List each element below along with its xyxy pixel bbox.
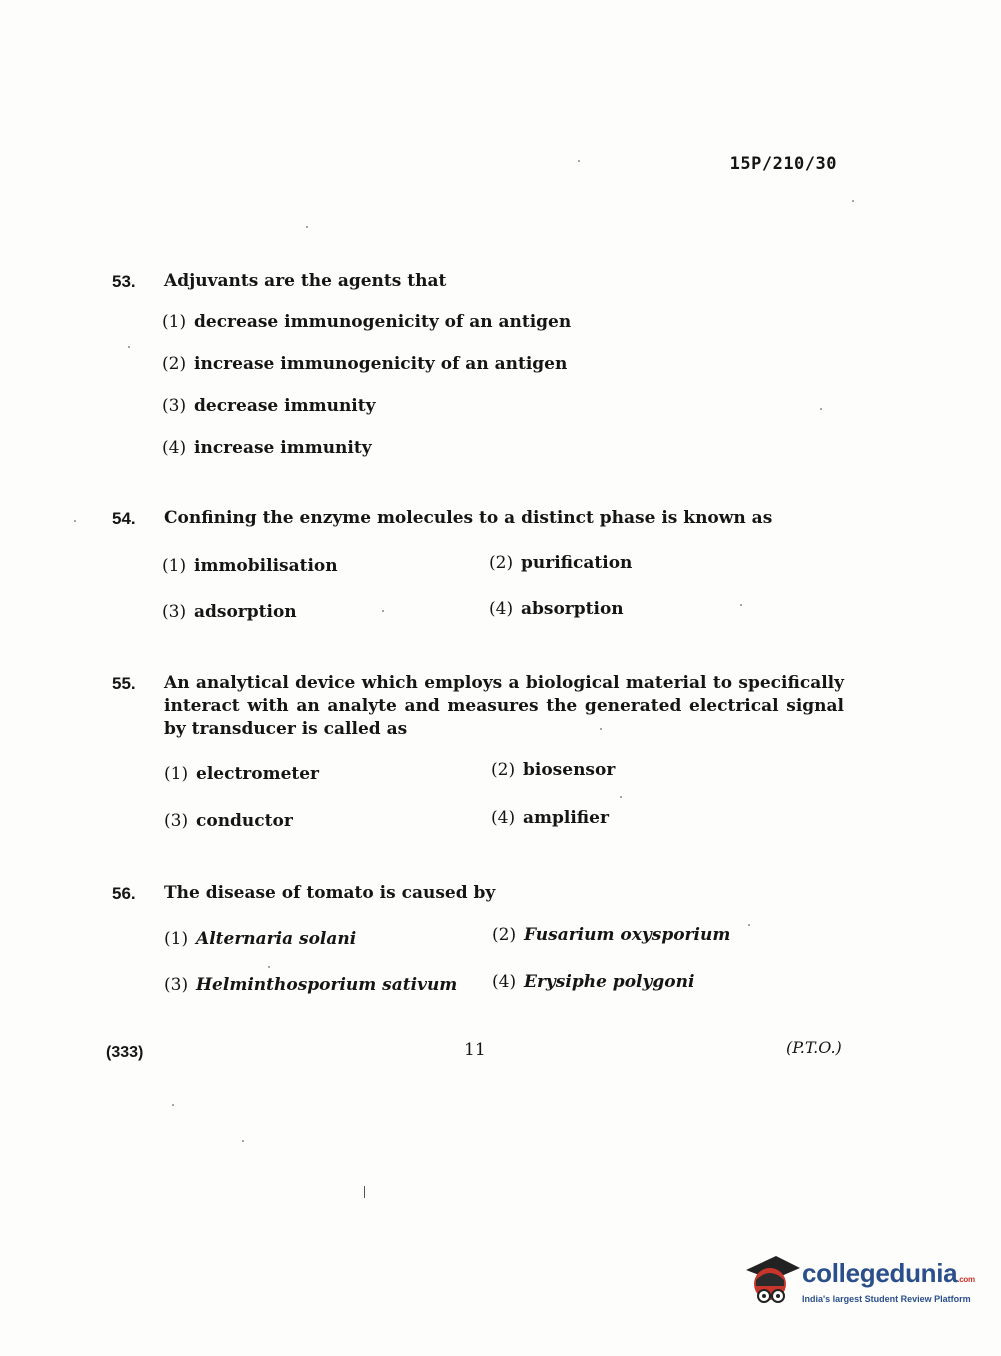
- please-turn-over: (P.T.O.): [786, 1038, 842, 1057]
- scan-speck: [74, 520, 76, 522]
- scan-speck: [748, 924, 750, 926]
- mascot-icon: [742, 1250, 800, 1316]
- q54-option-3: (3) adsorption: [162, 602, 297, 622]
- question-number: 56.: [112, 884, 136, 903]
- question-53: [112, 270, 844, 293]
- question-number: 54.: [112, 509, 136, 528]
- question-55: [112, 672, 844, 741]
- logo-wordmark: collegedunia.com: [802, 1258, 975, 1288]
- scan-speck: [306, 226, 308, 228]
- q56-option-1: (1) Alternaria solani: [164, 929, 357, 949]
- q54-option-4: (4) absorption: [489, 599, 624, 619]
- scan-mark: [364, 1186, 365, 1198]
- collegedunia-logo: [742, 1250, 975, 1316]
- page-number: 11: [464, 1040, 486, 1060]
- q55-option-4: (4) amplifier: [491, 808, 609, 828]
- paper-code: 15P/210/30: [729, 154, 837, 174]
- scan-speck: [820, 408, 822, 410]
- question-54: [112, 507, 844, 530]
- scan-speck: [740, 604, 742, 606]
- q55-option-3: (3) conductor: [164, 811, 293, 831]
- question-text: The disease of tomato is caused by: [164, 883, 496, 903]
- scan-speck: [852, 200, 854, 202]
- q53-option-3: (3) decrease immunity: [162, 396, 376, 416]
- question-text: Adjuvants are the agents that: [164, 271, 447, 291]
- question-text: Confining the enzyme molecules to a distinct phase is known as: [164, 508, 773, 528]
- scan-speck: [128, 346, 130, 348]
- q56-option-2: (2) Fusarium oxysporium: [492, 925, 731, 945]
- scan-speck: [620, 796, 622, 798]
- q56-option-3: (3) Helminthosporium sativum: [164, 975, 458, 995]
- question-number: 55.: [112, 674, 136, 693]
- logo-tagline: India's largest Student Review Platform: [802, 1294, 971, 1304]
- question-56: [112, 882, 844, 905]
- scan-speck: [242, 1140, 244, 1142]
- scan-speck: [578, 160, 580, 162]
- scan-speck: [382, 610, 384, 612]
- q53-option-1: (1) decrease immunogenicity of an antigen: [162, 312, 572, 332]
- q54-option-2: (2) purification: [489, 553, 633, 573]
- paper-series-code: (333): [106, 1044, 144, 1061]
- question-text: An analytical device which employs a biological material to specifically interact with an analyte and measures the generated electrical signal by transducer is called as: [164, 673, 844, 739]
- scan-speck: [268, 966, 270, 968]
- q55-option-1: (1) electrometer: [164, 764, 320, 784]
- scan-speck: [172, 1104, 174, 1106]
- scan-speck: [600, 728, 602, 730]
- question-number: 53.: [112, 272, 136, 291]
- q53-option-2: (2) increase immunogenicity of an antigen: [162, 354, 568, 374]
- q54-option-1: (1) immobilisation: [162, 556, 338, 576]
- q55-option-2: (2) biosensor: [491, 760, 616, 780]
- q53-option-4: (4) increase immunity: [162, 438, 372, 458]
- q56-option-4: (4) Erysiphe polygoni: [492, 972, 695, 992]
